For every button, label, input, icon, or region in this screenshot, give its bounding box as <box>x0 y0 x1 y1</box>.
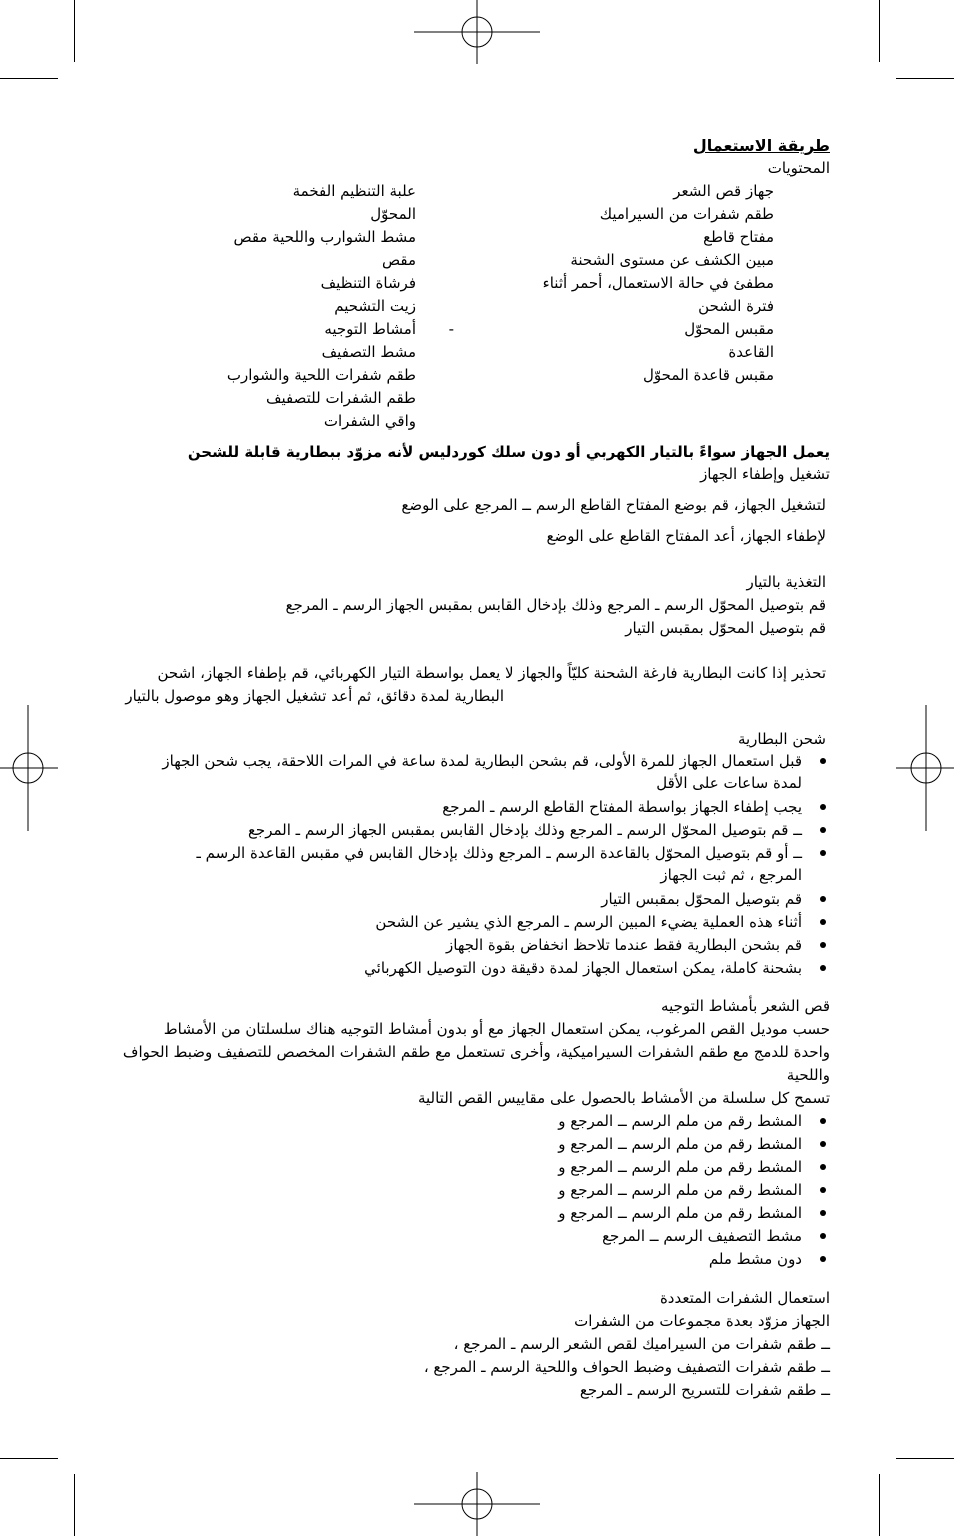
list-item: طقم الشفرات للتصفيف <box>265 389 416 407</box>
list-item: دون مشط ملم <box>708 1250 802 1268</box>
list-item: ــ طقم شفرات من السيراميك لقص الشعر الرسم ـ المرجع ، <box>453 1335 830 1353</box>
list-item: المشط رقم من ملم الرسم ــ المرجع و <box>558 1112 802 1130</box>
list-item: طقم شفرات اللحية والشوارب <box>226 366 416 384</box>
list-item: قم بتوصيل المحوّل بمقبس التيار <box>601 890 802 908</box>
multi-blades-heading: استعمال الشفرات المتعددة <box>659 1289 830 1307</box>
bullet <box>820 919 826 925</box>
list-item: زيت التشحيم <box>334 297 416 315</box>
charging-heading: شحن البطارية <box>737 730 826 748</box>
list-item: قبل استعمال الجهاز للمرة الأولى، قم بشحن البطارية لمدة ساعة في المرات اللاحقة، يجب شحن الجهاز <box>162 752 802 770</box>
guide-combs-intro: تسمح كل سلسلة من الأمشاط بالحصول على مقاييس القص التالية <box>417 1089 830 1107</box>
mains-heading: التغذية بالتيار <box>746 573 826 591</box>
list-item: المشط رقم من ملم الرسم ــ المرجع و <box>558 1158 802 1176</box>
list-item: المشط رقم من ملم الرسم ــ المرجع و <box>558 1181 802 1199</box>
bullet <box>820 850 826 856</box>
list-item: جهاز قص الشعر <box>673 182 774 200</box>
registration-mark-right <box>896 705 954 831</box>
guide-combs-para-1: حسب موديل القص المرغوب، يمكن استعمال الجهاز مع أو بدون أمشاط التوجيه هناك سلسلتان من الأمشاط <box>163 1020 830 1038</box>
list-item: مفتاح قاطع <box>703 228 774 246</box>
list-item: مقص <box>382 251 416 269</box>
list-item: مقبس المحوّل <box>684 320 774 338</box>
list-item: المحوّل <box>370 205 416 223</box>
on-off-heading: تشغيل وإطفاء الجهاز <box>700 465 830 483</box>
warning-line-1: تحذير إذا كانت البطارية فارغة الشحنة كليّاً والجهاز لا يعمل بواسطة التيار الكهربائي، قم بإطفاء الجهاز، اشحن <box>157 664 826 682</box>
registration-mark-bottom <box>414 1472 540 1536</box>
bullet <box>820 1141 826 1147</box>
list-item: المشط رقم من ملم الرسم ــ المرجع و <box>558 1135 802 1153</box>
list-item: أثناء هذه العملية يضيء المبين الرسم ـ المرجع الذي يشير عن الشحن <box>375 913 802 931</box>
section-title: طريقة الاستعمال <box>692 136 830 155</box>
mains-line-1: قم بتوصيل المحوّل الرسم ـ المرجع وذلك بإدخال القابس بمقبس الجهاز الرسم ـ المرجع <box>285 596 826 614</box>
multi-blades-intro: الجهاز مزوّد بعدة مجموعات من الشفرات <box>574 1312 830 1330</box>
bullet <box>820 1187 826 1193</box>
dash-mark: - <box>448 320 454 338</box>
list-item: مقبس قاعدة المحوّل <box>643 366 774 384</box>
bullet <box>820 965 826 971</box>
bullet <box>820 1118 826 1124</box>
list-item: المشط رقم من ملم الرسم ــ المرجع و <box>558 1204 802 1222</box>
list-item: قم بشحن البطارية فقط عندما تلاحظ انخفاض بقوة الجهاز <box>446 936 802 954</box>
list-item: ــ قم بتوصيل المحوّل الرسم ـ المرجع وذلك بإدخال القابس بمقبس الجهاز الرسم ـ المرجع <box>247 821 802 839</box>
bullet <box>820 942 826 948</box>
bullet <box>820 758 826 764</box>
list-item: القاعدة <box>728 343 774 361</box>
list-item: مشط التصفيف <box>321 343 416 361</box>
mains-line-2: قم بتوصيل المحوّل بمقبس التيار <box>625 619 826 637</box>
on-off-off-text: لإطفاء الجهاز، أعد المفتاح القاطع على الوضع <box>546 527 826 545</box>
bullet <box>820 827 826 833</box>
guide-combs-heading: قص الشعر بأمشاط التوجيه <box>661 997 830 1015</box>
bullet <box>820 1164 826 1170</box>
bullet <box>820 1256 826 1262</box>
on-off-on-text: لتشغيل الجهاز، قم بوضع المفتاح القاطع الرسم ــ المرجع على الوضع <box>401 496 826 514</box>
list-item: مشط التصفيف الرسم ــ المرجع <box>602 1227 802 1245</box>
list-item: طقم شفرات من السيراميك <box>599 205 774 223</box>
list-item: مبين الكشف عن مستوى الشحنة <box>570 251 774 269</box>
cordless-note: يعمل الجهاز سواءً بالتيار الكهربي أو دون سلك كوردليس لأنه مزوّد ببطارية قابلة للشحن <box>187 443 830 461</box>
guide-combs-para-3: واللحية <box>786 1066 830 1084</box>
list-item: علبة التنظيم الفخمة <box>292 182 416 200</box>
list-item: أمشاط التوجيه <box>324 320 416 338</box>
list-item: ــ أو قم بتوصيل المحوّل بالقاعدة الرسم ـ المرجع وذلك بإدخال القابس في مقبس القاعدة الرسم ـ <box>196 844 802 862</box>
list-item: بشحنة كاملة، يمكن استعمال الجهاز لمدة دقيقة دون التوصيل الكهربائي <box>364 959 802 977</box>
list-item: ــ طقم شفرات للتسريح الرسم ـ المرجع <box>579 1381 830 1399</box>
bullet <box>820 804 826 810</box>
list-item: مطفئ في حالة الاستعمال، أحمر أثناء <box>542 274 774 292</box>
list-item: فترة الشحن <box>698 297 774 315</box>
warning-line-2: البطارية لمدة دقائق، ثم أعد تشغيل الجهاز وهو موصول بالتيار <box>125 687 504 705</box>
bullet <box>820 1210 826 1216</box>
list-item: واقي الشفرات <box>323 412 416 430</box>
list-item: مشط الشوارب واللحية مقص <box>233 228 416 246</box>
bullet <box>820 896 826 902</box>
list-item: المرجع ، ثم ثبت الجهاز <box>660 866 802 884</box>
list-item: ــ طقم شفرات التصفيف وضبط الحواف واللحية الرسم ـ المرجع ، <box>423 1358 830 1376</box>
registration-mark-left <box>0 705 58 831</box>
contents-heading: المحتويات <box>767 159 830 177</box>
registration-mark-top <box>414 0 540 64</box>
guide-combs-para-2: واحدة للدمج مع طقم الشفرات السيراميكية، وأخرى تستعمل مع طقم الشفرات المخصص للتصفيف وضبط الحواف <box>122 1043 830 1061</box>
bullet <box>820 1233 826 1239</box>
list-item: فرشاة التنظيف <box>320 274 416 292</box>
list-item: لمدة ساعات على الأقل <box>656 774 802 792</box>
list-item: يجب إطفاء الجهاز بواسطة المفتاح القاطع الرسم ـ المرجع <box>442 798 802 816</box>
